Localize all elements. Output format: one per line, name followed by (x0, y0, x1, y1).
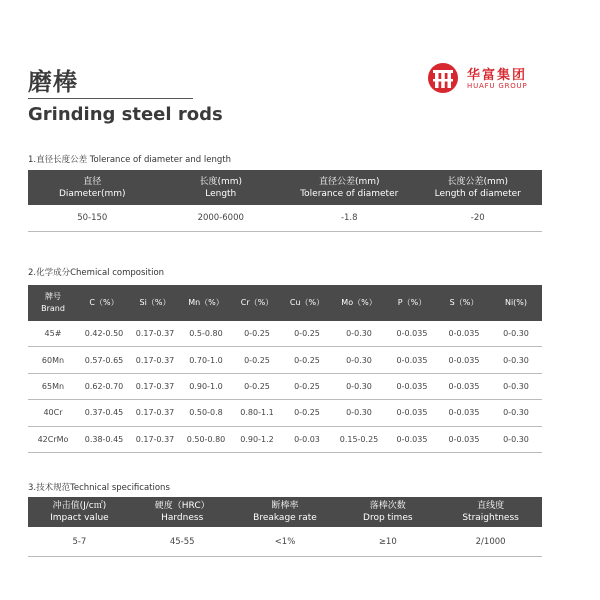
table-cell: 0-0.25 (282, 347, 332, 373)
header-cell (157, 170, 286, 205)
table-cell: 0.38-0.45 (78, 426, 130, 452)
table-cell: 0-0.25 (282, 373, 332, 399)
header-cell: Cr（%） (232, 285, 282, 321)
header-cn: 落棒次数 (369, 501, 406, 511)
page-title-en: Grinding steel rods (28, 104, 223, 125)
table-cell: 0-0.035 (438, 400, 490, 426)
table-cell: 0.62-0.70 (78, 373, 130, 399)
logo-name-en: HUAFU GROUP (467, 82, 528, 90)
table-cell: 0-0.035 (386, 426, 438, 452)
header-cn: 长度(mm) (199, 176, 243, 187)
table-cell: 0-0.035 (438, 321, 490, 347)
table-cell: 0-0.30 (332, 347, 386, 373)
table-cell: 0-0.30 (490, 321, 542, 347)
table-row (28, 347, 542, 373)
company-logo (427, 62, 567, 98)
header-en: Length of diameter (434, 188, 521, 199)
table-cell: 2000-6000 (157, 205, 286, 232)
table-row (28, 205, 542, 232)
table-cell: 0-0.03 (282, 426, 332, 452)
table-cell: 0-0.035 (386, 400, 438, 426)
header-cn: 牌号 (45, 292, 61, 301)
header-en: Diameter(mm) (58, 188, 126, 199)
header-cn: 直径 (83, 176, 102, 187)
header-cn: 直径公差(mm) (318, 176, 380, 187)
header-en: Breakage rate (253, 513, 317, 523)
table-cell: 0-0.035 (386, 347, 438, 373)
table-cell: 45-55 (131, 527, 234, 557)
table-cell: 0-0.30 (490, 347, 542, 373)
table-cell: 0.5-0.80 (180, 321, 232, 347)
table-cell: 0.17-0.37 (130, 373, 180, 399)
header-cell (414, 170, 543, 205)
header-cell: Ni(%) (490, 285, 542, 321)
section-1-title: 1.直径长度公差 Tolerance of diameter and length (28, 155, 231, 165)
section-3-title: 3.技术规范Technical specifications (28, 483, 170, 493)
header-en: Hardness (161, 513, 204, 523)
header-cell (28, 170, 157, 205)
table-row (28, 321, 542, 347)
chemical-composition-table (28, 285, 542, 453)
table-cell: 0.57-0.65 (78, 347, 130, 373)
header-en: Straightness (462, 513, 519, 523)
table-row (28, 527, 542, 557)
header-cell: Si（%） (130, 285, 180, 321)
header-cell (439, 497, 542, 527)
header-cell (131, 497, 234, 527)
header-cn: 断棒率 (271, 501, 299, 511)
header-cn: 长度公差(mm) (447, 176, 509, 187)
table-cell: ≥10 (336, 527, 439, 557)
title-divider (28, 98, 193, 99)
table-cell: 0.17-0.37 (130, 347, 180, 373)
table-cell: 0-0.30 (332, 373, 386, 399)
table-cell: -1.8 (285, 205, 414, 232)
table-cell: 0-0.035 (438, 373, 490, 399)
table-cell: 2/1000 (439, 527, 542, 557)
section-2-title: 2.化学成分Chemical composition (28, 268, 165, 278)
table-row (28, 400, 542, 426)
table-cell: 65Mn (28, 373, 78, 399)
table-cell: 0.17-0.37 (130, 321, 180, 347)
table-cell: 0-0.25 (232, 347, 282, 373)
table-row (28, 426, 542, 452)
table-cell: 0-0.035 (386, 373, 438, 399)
table-cell: 0-0.30 (332, 400, 386, 426)
table-cell: 0-0.25 (282, 321, 332, 347)
table-cell: 0-0.25 (232, 373, 282, 399)
header-en: Tolerance of diameter (300, 188, 399, 199)
table-cell: 0.17-0.37 (130, 400, 180, 426)
header-cell: Cu（%） (282, 285, 332, 321)
header-en: Length (205, 188, 237, 199)
huafu-logo-icon (427, 62, 459, 94)
table-cell: <1% (234, 527, 337, 557)
header-cell (285, 170, 414, 205)
header-cn: 直线度 (477, 501, 505, 511)
header-cell (28, 497, 131, 527)
header-cell: S（%） (438, 285, 490, 321)
header-en: Brand (41, 304, 65, 313)
table-cell: 60Mn (28, 347, 78, 373)
technical-specifications-table (28, 497, 542, 557)
header-cell: C（%） (78, 285, 130, 321)
table-cell: 0.90-1.0 (180, 373, 232, 399)
page-title-cn: 磨棒 (28, 68, 78, 96)
table-cell: 50-150 (28, 205, 157, 232)
header-cell: Mo（%） (332, 285, 386, 321)
table-row (28, 373, 542, 399)
table-cell: 0.80-1.1 (232, 400, 282, 426)
header-cell (234, 497, 337, 527)
header-cn: 冲击值(J/c㎡) (52, 501, 107, 511)
tolerance-table (28, 170, 542, 232)
table-cell: 0-0.30 (490, 400, 542, 426)
table-cell: 0-0.25 (232, 321, 282, 347)
header-cn: 硬度（HRC） (154, 501, 210, 511)
table-cell: -20 (414, 205, 543, 232)
table-cell: 5-7 (28, 527, 131, 557)
table-cell: 0-0.30 (490, 426, 542, 452)
table-cell: 40Cr (28, 400, 78, 426)
table-cell: 0-0.035 (438, 426, 490, 452)
table-cell: 0.50-0.8 (180, 400, 232, 426)
table-cell: 42CrMo (28, 426, 78, 452)
table-cell: 45# (28, 321, 78, 347)
table-header-row (28, 285, 542, 321)
header-cell: Mn（%） (180, 285, 232, 321)
table-cell: 0.50-0.80 (180, 426, 232, 452)
header-cell (28, 285, 78, 321)
table-cell: 0-0.30 (490, 373, 542, 399)
table-header-row (28, 170, 542, 205)
table-cell: 0.42-0.50 (78, 321, 130, 347)
table-cell: 0-0.30 (332, 321, 386, 347)
table-cell: 0-0.035 (386, 321, 438, 347)
table-cell: 0.70-1.0 (180, 347, 232, 373)
table-cell: 0.37-0.45 (78, 400, 130, 426)
table-header-row (28, 497, 542, 527)
table-cell: 0-0.035 (438, 347, 490, 373)
header-cell (336, 497, 439, 527)
header-en: Impact value (50, 513, 109, 523)
header-en: Drop times (363, 513, 413, 523)
header-cell: P（%） (386, 285, 438, 321)
table-cell: 0.17-0.37 (130, 426, 180, 452)
table-cell: 0.90-1.2 (232, 426, 282, 452)
table-cell: 0-0.25 (282, 400, 332, 426)
logo-name-cn: 华富集团 (467, 68, 528, 83)
table-cell: 0.15-0.25 (332, 426, 386, 452)
